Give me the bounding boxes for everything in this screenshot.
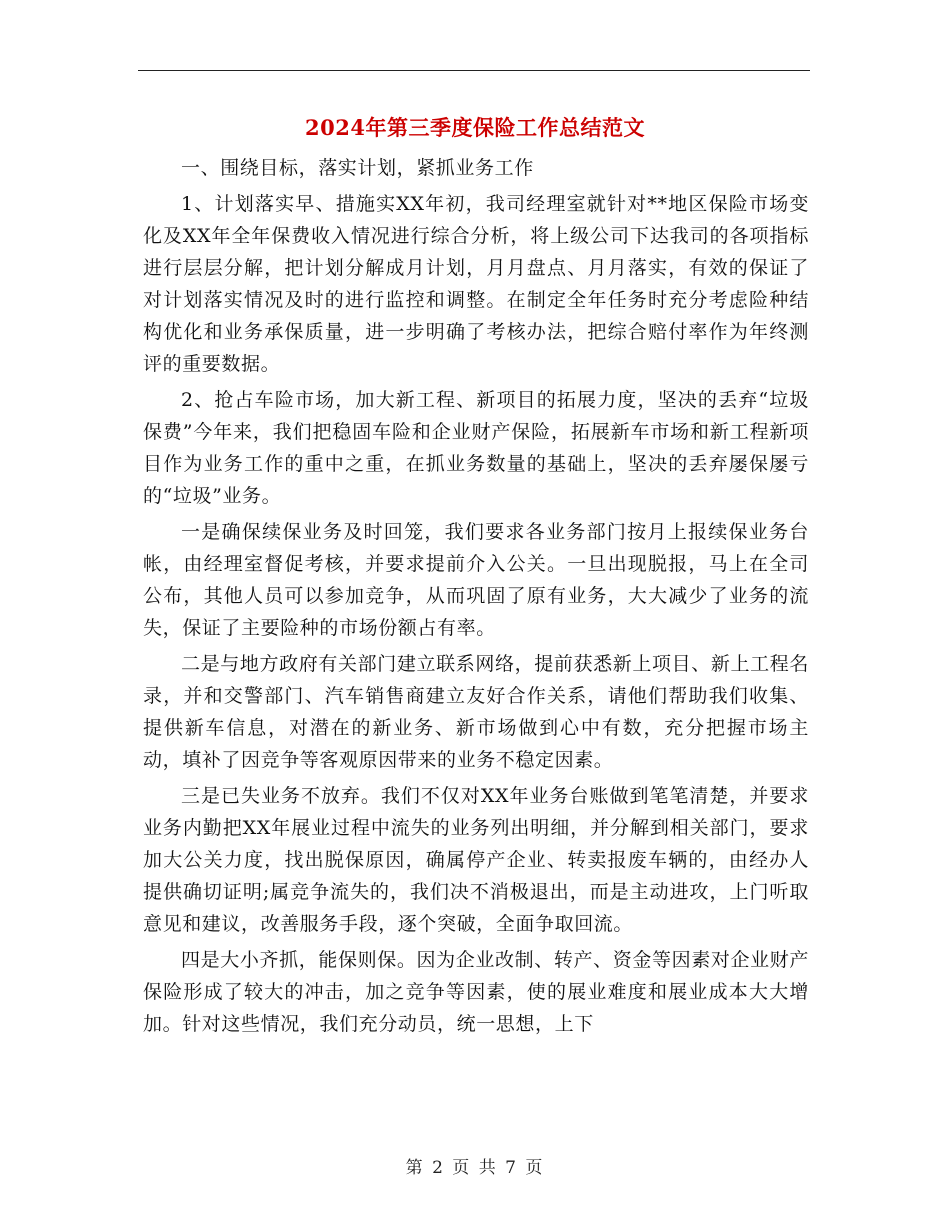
paragraph: 1、计划落实早、措施实XX年初，我司经理室就针对**地区保险市场变化及XX年全年保费收入情况进行综合分析，将上级公司下达我司的各项指标进行层层分解，把计划分解成月计划，月月盘点、月月落实，有效的保证了对计划落实情况及时的进行监控和调整。在制定全年任务时充分考虑险种结构优化和业务承保质量，进一步明确了考核办法，把综合赔付率作为年终测评的重要数据。 [143,193,809,375]
paragraph: 二是与地方政府有关部门建立联系网络，提前获悉新上项目、新上工程名录，并和交警部门、汽车销售商建立友好合作关系，请他们帮助我们收集、提供新车信息，对潜在的新业务、新市场做到心中有数，充分把握市场主动，填补了因竞争等客观原因带来的业务不稳定因素。 [143,653,809,771]
header-rule [138,70,810,71]
paragraph: 四是大小齐抓，能保则保。因为企业改制、转产、资金等因素对企业财产保险形成了较大的冲击，加之竞争等因素，使的展业难度和展业成本大大增加。针对这些情况，我们充分动员，统一思想，上下 [143,949,809,1035]
document-body [143,152,809,1044]
paragraph: 2、抢占车险市场，加大新工程、新项目的拓展力度，坚决的丢弃“垃圾保费”今年来，我们把稳固车险和企业财产保险，拓展新车市场和新工程新项目作为业务工作的重中之重，在抓业务数量的基础上，坚决的丢弃屡保屡亏的“垃圾”业务。 [143,389,809,507]
section-heading: 一、围绕目标，落实计划，紧抓业务工作 [181,157,534,179]
page-number-footer: 第 2 页 共 7 页 [405,1158,545,1178]
paragraph: 三是已失业务不放弃。我们不仅对XX年业务台账做到笔笔清楚，并要求业务内勤把XX年展业过程中流失的业务列出明细，并分解到相关部门，要求加大公关力度，找出脱保原因，确属停产企业、转卖报废车辆的，由经办人提供确切证明;属竞争流失的，我们决不消极退出，而是主动进攻，上门听取意见和建议，改善服务手段，逐个突破，全面争取回流。 [143,785,809,935]
paragraph: 一是确保续保业务及时回笼，我们要求各业务部门按月上报续保业务台帐，由经理室督促考核，并要求提前介入公关。一旦出现脱报，马上在全司公布，其他人员可以参加竞争，从而巩固了原有业务，大大减少了业务的流失，保证了主要险种的市场份额占有率。 [143,521,809,639]
document-title: 2024年第三季度保险工作总结范文 [305,115,645,140]
